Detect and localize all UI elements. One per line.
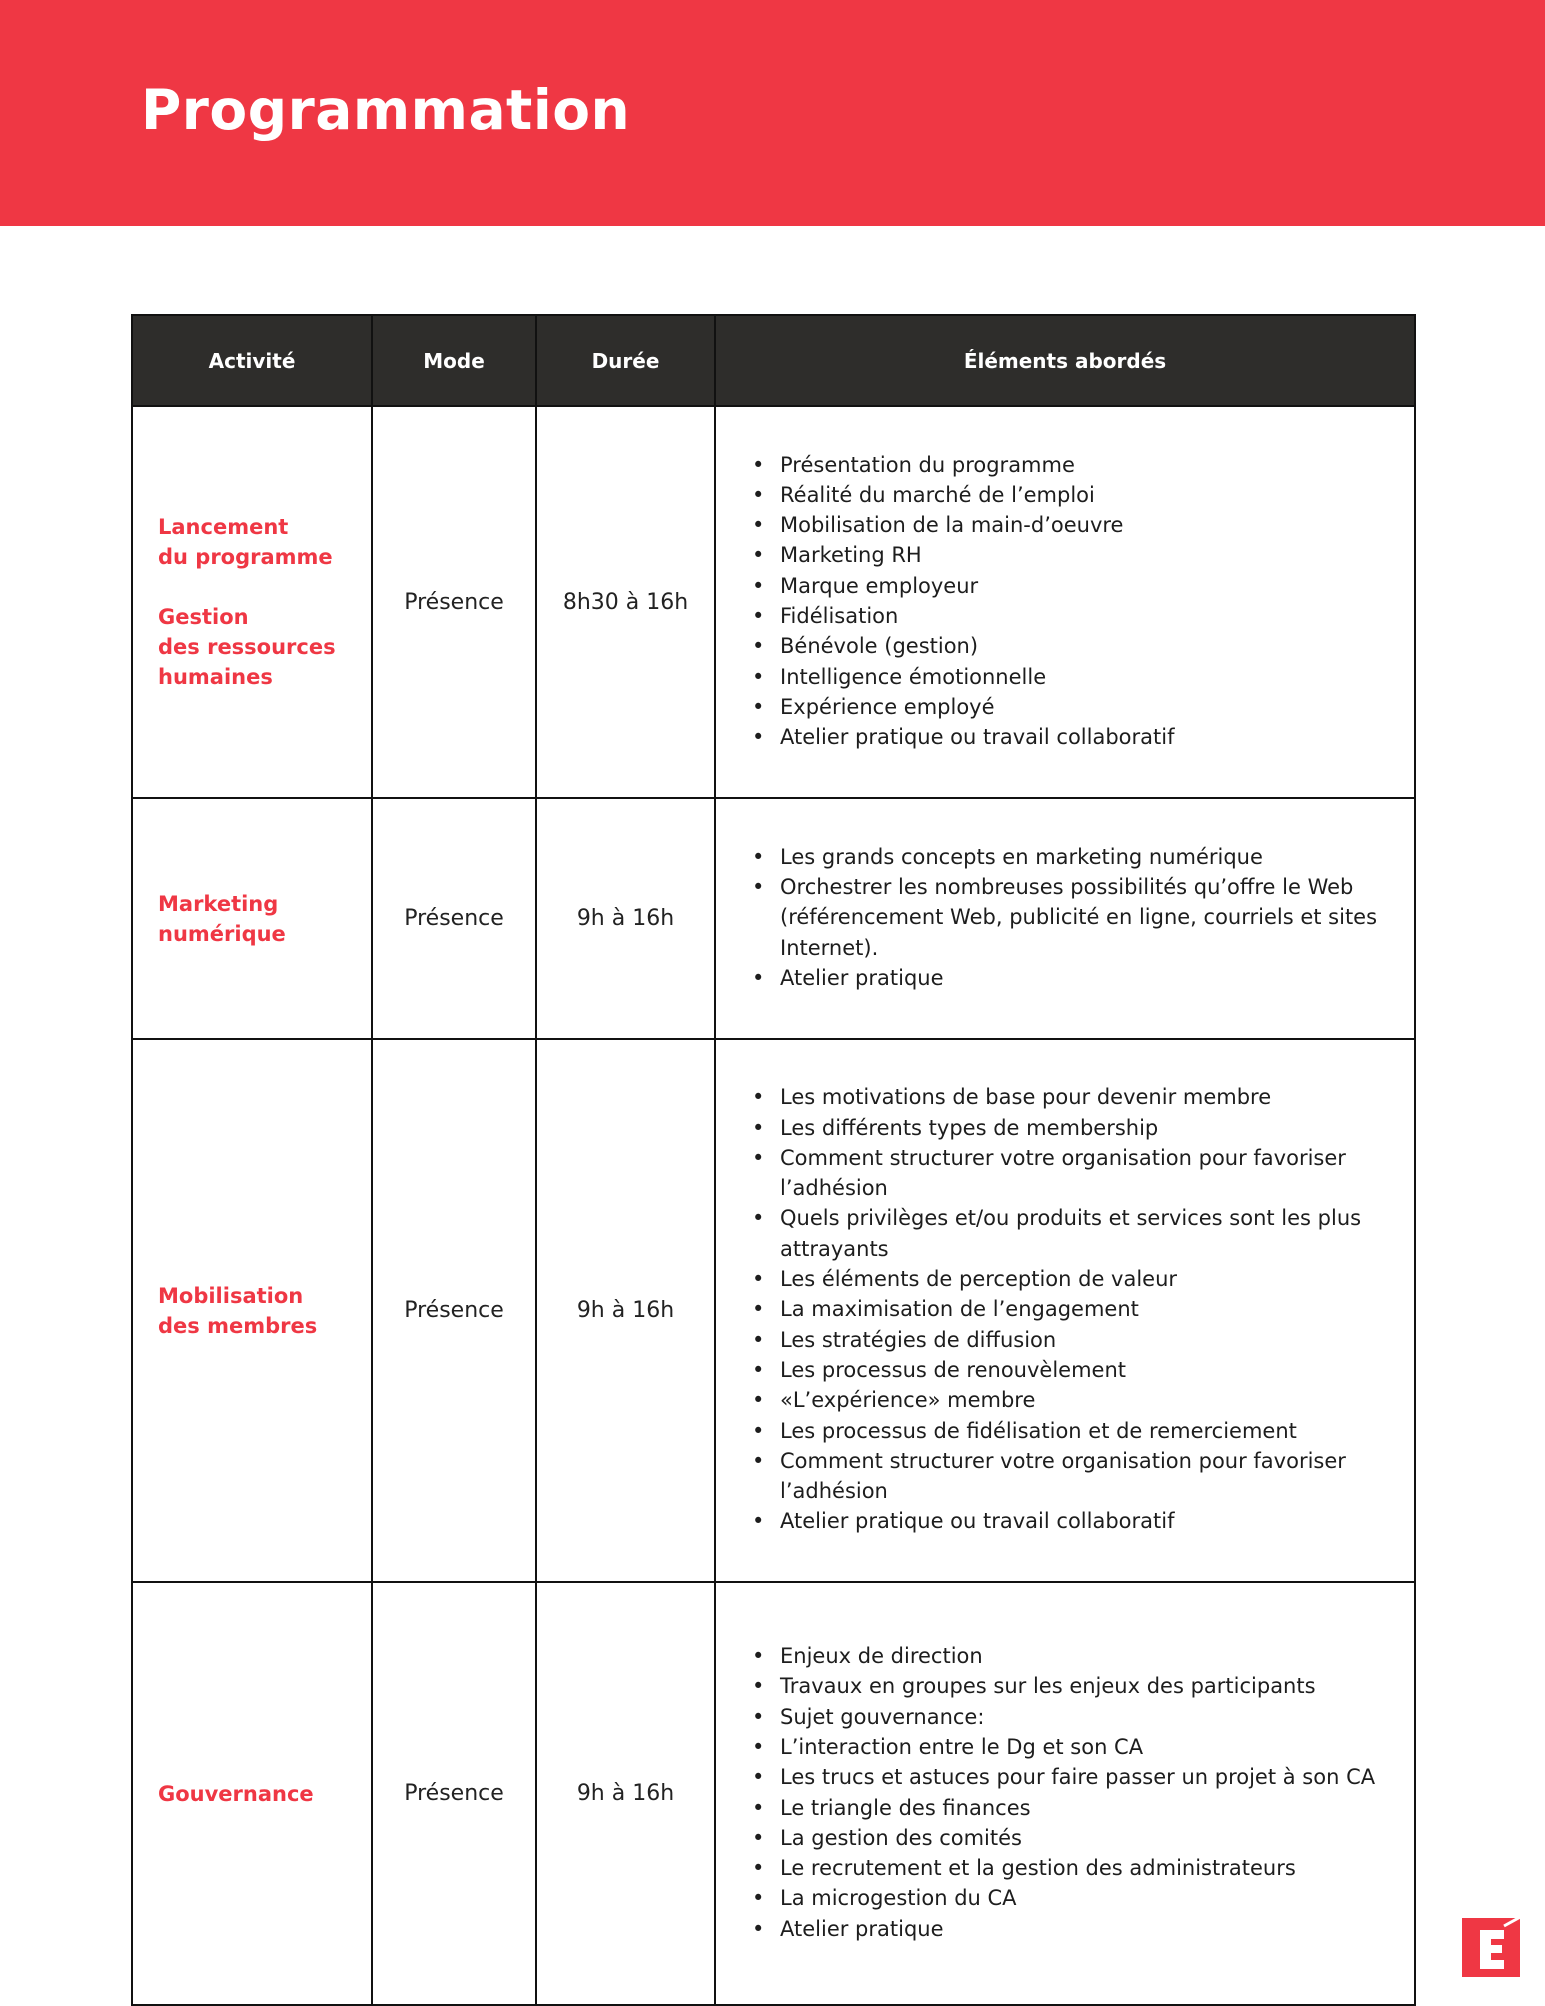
list-item: • Fidélisation — [780, 601, 1394, 631]
activity-line: Mobilisation — [158, 1283, 304, 1308]
list-item: • Travaux en groupes sur les enjeux des participants — [780, 1671, 1394, 1701]
activity-line: des membres — [158, 1313, 318, 1338]
header-elements: Éléments abordés — [715, 315, 1415, 406]
list-item: • Le recrutement et la gestion des administrateurs — [780, 1853, 1394, 1883]
elements-list — [716, 450, 1414, 753]
list-item: • Enjeux de direction — [780, 1641, 1394, 1671]
duration-cell: 8h30 à 16h — [536, 406, 715, 798]
activity-cell — [132, 1582, 372, 2005]
elements-cell — [715, 1582, 1415, 2005]
list-item: • L’interaction entre le Dg et son CA — [780, 1732, 1394, 1762]
mode-cell: Présence — [372, 1582, 536, 2005]
activity-line: Gestion — [158, 605, 249, 629]
elements-cell — [715, 1039, 1415, 1582]
activity-line: numérique — [158, 921, 286, 946]
list-item: • Les motivations de base pour devenir membre — [780, 1082, 1394, 1112]
list-item: • Intelligence émotionnelle — [780, 662, 1394, 692]
list-item: • «L’expérience» membre — [780, 1385, 1394, 1415]
list-item: • Les trucs et astuces pour faire passer un projet à son CA — [780, 1762, 1394, 1792]
activity-line: des ressources — [158, 635, 336, 659]
activity-line: Lancement — [158, 515, 289, 539]
table-row — [132, 798, 1415, 1039]
list-item: • Sujet gouvernance: — [780, 1702, 1394, 1732]
activity-line: Gouvernance — [158, 1781, 314, 1806]
list-item: • Le triangle des finances — [780, 1793, 1394, 1823]
elements-list — [716, 842, 1414, 993]
list-item: • Atelier pratique ou travail collaboratif — [780, 1506, 1394, 1536]
header-activity: Activité — [132, 315, 372, 406]
mode-cell: Présence — [372, 798, 536, 1039]
list-item: • Les processus de renouvèlement — [780, 1355, 1394, 1385]
elements-list — [716, 1641, 1414, 1944]
activity-line — [158, 572, 370, 602]
elements-cell — [715, 798, 1415, 1039]
table-header-row — [132, 315, 1415, 406]
duration-cell: 9h à 16h — [536, 1039, 715, 1582]
list-item: • Comment structurer votre organisation pour favoriser l’adhésion — [780, 1143, 1394, 1204]
list-item: • Réalité du marché de l’emploi — [780, 480, 1394, 510]
header-mode: Mode — [372, 315, 536, 406]
elements-list — [716, 1082, 1414, 1536]
program-table — [131, 314, 1416, 2006]
list-item: • La maximisation de l’engagement — [780, 1294, 1394, 1324]
list-item: • Marque employeur — [780, 571, 1394, 601]
list-item: • Marketing RH — [780, 540, 1394, 570]
table-row — [132, 1582, 1415, 2005]
list-item: • Les différents types de membership — [780, 1113, 1394, 1143]
mode-cell: Présence — [372, 1039, 536, 1582]
list-item: • La gestion des comités — [780, 1823, 1394, 1853]
list-item: • Les processus de fidélisation et de remerciement — [780, 1416, 1394, 1446]
list-item: • Les éléments de perception de valeur — [780, 1264, 1394, 1294]
list-item: • Expérience employé — [780, 692, 1394, 722]
list-item: • Bénévole (gestion) — [780, 631, 1394, 661]
activity-line: humaines — [158, 665, 273, 689]
duration-cell: 9h à 16h — [536, 798, 715, 1039]
mode-cell: Présence — [372, 406, 536, 798]
list-item: • Atelier pratique — [780, 963, 1394, 993]
list-item: • Quels privilèges et/ou produits et services sont les plus attrayants — [780, 1203, 1394, 1264]
activity-line: Marketing — [158, 891, 279, 916]
table-row — [132, 406, 1415, 798]
activity-cell — [132, 1039, 372, 1582]
activity-line: du programme — [158, 545, 333, 569]
list-item: • La microgestion du CA — [780, 1883, 1394, 1913]
activity-cell — [132, 798, 372, 1039]
brand-e-logo-icon — [1462, 1914, 1522, 1977]
duration-cell: 9h à 16h — [536, 1582, 715, 2005]
table-row — [132, 1039, 1415, 1582]
list-item: • Mobilisation de la main-d’oeuvre — [780, 510, 1394, 540]
list-item: • Orchestrer les nombreuses possibilités qu’offre le Web (référencement Web, publicité en ligne, courriels et sites Internet). — [780, 872, 1394, 963]
list-item: • Atelier pratique — [780, 1914, 1394, 1944]
header-duration: Durée — [536, 315, 715, 406]
list-item: • Les stratégies de diffusion — [780, 1325, 1394, 1355]
elements-cell — [715, 406, 1415, 798]
page-title: Programmation — [141, 78, 631, 142]
list-item: • Comment structurer votre organisation pour favoriser l’adhésion — [780, 1446, 1394, 1507]
list-item: • Présentation du programme — [780, 450, 1394, 480]
list-item: • Les grands concepts en marketing numérique — [780, 842, 1394, 872]
list-item: • Atelier pratique ou travail collaboratif — [780, 722, 1394, 752]
activity-cell — [132, 406, 372, 798]
title-banner — [0, 0, 1545, 226]
